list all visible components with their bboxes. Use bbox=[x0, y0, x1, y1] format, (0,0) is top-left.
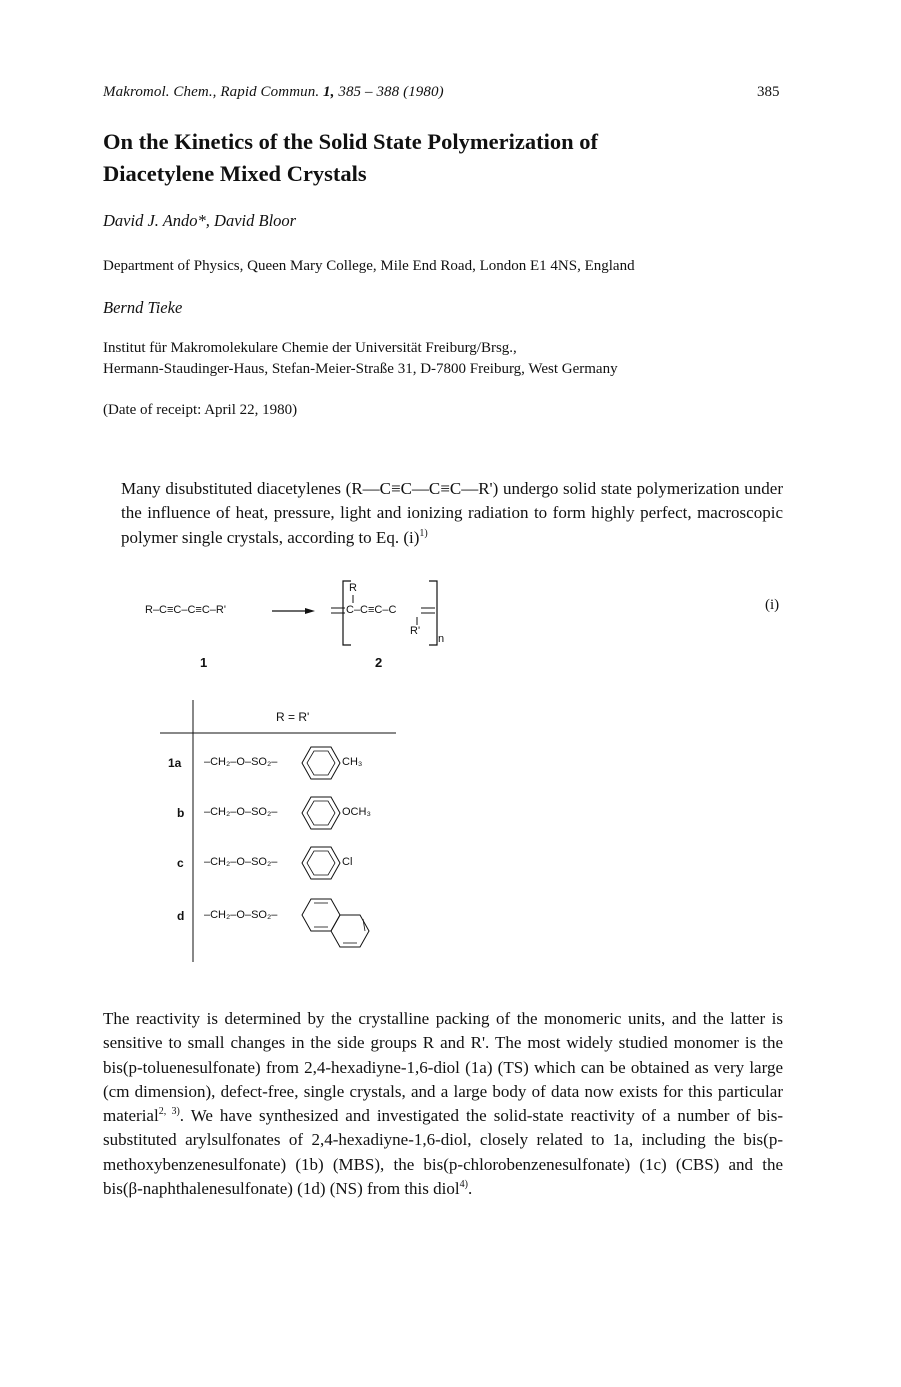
title-line-1: On the Kinetics of the Solid State Polymerization of bbox=[103, 129, 598, 154]
row-b-prefix: –CH₂–O–SO₂– bbox=[204, 806, 278, 818]
running-head bbox=[103, 84, 444, 101]
row-1a-suffix: CH₃ bbox=[342, 756, 363, 768]
article-title bbox=[103, 126, 803, 190]
polymer-R-prime: R' bbox=[410, 625, 421, 637]
row-label-1a: 1a bbox=[168, 756, 182, 770]
body-text-3: . bbox=[467, 1179, 473, 1199]
page-number: 385 bbox=[757, 84, 780, 100]
row-c-suffix: Cl bbox=[342, 856, 353, 868]
row-b-suffix: OCH₃ bbox=[342, 806, 371, 818]
journal-name: Makromol. Chem., Rapid Commun. bbox=[103, 84, 320, 100]
table-header: R = R' bbox=[276, 710, 310, 724]
title-line-2: Diacetylene Mixed Crystals bbox=[103, 161, 367, 186]
benzene-ring-icon bbox=[296, 845, 346, 881]
intro-ref: 1) bbox=[419, 527, 428, 539]
authors-primary: David J. Ando*, David Bloor bbox=[103, 211, 297, 230]
polymer-R: R bbox=[349, 582, 357, 594]
intro-text: Many disubstituted diacetylenes (R—C≡C—C≡C—R') undergo solid state polymerization under the influence of heat, pressure, light and ionizing radiation to form highly perfect, macroscopic polymer single crystals, according to Eq. (i) bbox=[121, 479, 783, 547]
row-1a-prefix: –CH₂–O–SO₂– bbox=[204, 756, 278, 768]
equation-number: (i) bbox=[765, 597, 780, 613]
body-ref-2: 4) bbox=[459, 1179, 468, 1191]
volume: 1, bbox=[323, 84, 335, 100]
row-d-prefix: –CH₂–O–SO₂– bbox=[204, 909, 278, 921]
naphthalene-ring-icon bbox=[296, 895, 376, 957]
compound-label-1: 1 bbox=[200, 655, 208, 670]
body-paragraph bbox=[103, 1007, 783, 1201]
polymer-subscript-n: n bbox=[438, 633, 445, 645]
affiliation-1: Department of Physics, Queen Mary College, Mile End Road, London E1 4NS, England bbox=[103, 258, 635, 274]
body-text-2: . We have synthesized and investigated the solid-state reactivity of a number of bis-substituted arylsulfonates of 2,4-hexadiyne-1,6-diol, closely related to 1a, including the bis(p-methoxybenzenesulfonate) (1b) (MBS), the bis(p-chlorobenzenesulfonate) (1c) (CBS) and the bis(β-naphthalenesulfonate) (1d) (NS) from this diol bbox=[103, 1106, 783, 1199]
monomer-formula: R–C≡C–C≡C–R' bbox=[145, 604, 226, 616]
compound-label-2: 2 bbox=[375, 655, 383, 670]
body-ref-1: 2, 3) bbox=[158, 1106, 180, 1118]
reaction-scheme bbox=[145, 575, 465, 685]
receipt-date: (Date of receipt: April 22, 1980) bbox=[103, 402, 298, 418]
authors-secondary: Bernd Tieke bbox=[103, 298, 183, 317]
affiliation-2-line-1: Institut für Makromolekulare Chemie der Universität Freiburg/Brsg., bbox=[103, 340, 517, 356]
row-label-c: c bbox=[177, 856, 184, 870]
affiliation-2 bbox=[103, 338, 618, 380]
benzene-ring-icon bbox=[296, 795, 346, 831]
affiliation-2-line-2: Hermann-Staudinger-Haus, Stefan-Meier-Straße 31, D-7800 Freiburg, West Germany bbox=[103, 361, 618, 377]
row-label-d: d bbox=[177, 909, 185, 923]
intro-paragraph bbox=[121, 477, 783, 550]
page-range: 385 – 388 (1980) bbox=[338, 84, 444, 100]
benzene-ring-icon bbox=[296, 745, 346, 781]
row-c-prefix: –CH₂–O–SO₂– bbox=[204, 856, 278, 868]
polymer-chain: C–C≡C–C bbox=[346, 604, 397, 616]
body-text-1: The reactivity is determined by the crystalline packing of the monomeric units, and the latter is sensitive to small changes in the side groups R and R'. The most widely studied monomer is the bis(p-toluenesulfonate) from 2,4-hexadiyne-1,6-diol (1a) (TS) which can be obtained as very large (cm dimension), defect-free, single crystals, and a large body of data now exists for this particular material bbox=[103, 1009, 783, 1126]
substituent-table bbox=[160, 700, 400, 965]
row-label-b: b bbox=[177, 806, 185, 820]
